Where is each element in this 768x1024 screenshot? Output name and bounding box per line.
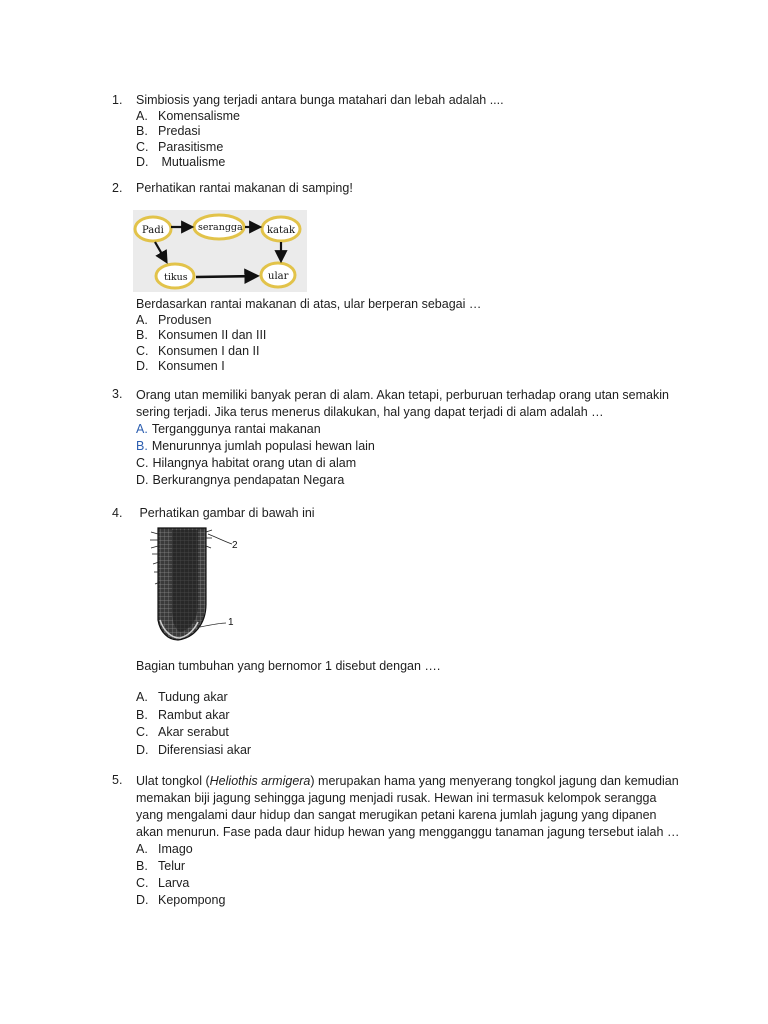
option-text: Rambut akar xyxy=(158,707,230,722)
option-letter: A. xyxy=(136,108,148,123)
option-text: Parasitisme xyxy=(158,139,224,154)
option-text: Larva xyxy=(158,876,190,890)
node-katak-label: katak xyxy=(267,225,296,236)
food-chain-diagram xyxy=(133,210,307,292)
option-letter: B. xyxy=(136,124,148,138)
option-letter: A. xyxy=(136,422,148,436)
option-text: Imago xyxy=(158,842,193,856)
question-text: Perhatikan rantai makanan di samping! xyxy=(136,181,353,195)
option-letter: C. xyxy=(136,725,149,739)
option-text: Hilangnya habitat orang utan di alam xyxy=(152,456,357,470)
option-text: Tudung akar xyxy=(158,690,228,704)
option-a xyxy=(136,421,682,438)
option-letter: D. xyxy=(136,742,149,757)
option-letter: A. xyxy=(136,842,148,856)
option-letter: A. xyxy=(136,312,148,327)
option-d xyxy=(136,155,682,171)
option-letter: D. xyxy=(136,359,149,373)
option-c xyxy=(136,140,682,156)
option-c xyxy=(136,344,682,360)
option-text: Telur xyxy=(158,859,186,873)
option-c xyxy=(136,875,682,892)
option-letter: D. xyxy=(136,155,149,169)
option-c xyxy=(136,455,682,472)
option-letter: B. xyxy=(136,859,148,873)
option-text: Diferensiasi akar xyxy=(158,742,252,757)
option-text: Mutualisme xyxy=(158,155,226,169)
question-text: Perhatikan gambar di bawah ini xyxy=(136,506,315,520)
question-text: Simbiosis yang terjadi antara bunga matahari dan lebah adalah .... xyxy=(136,93,504,107)
question-3 xyxy=(112,387,682,489)
question-2-body xyxy=(112,297,682,375)
question-number: 3. xyxy=(112,387,123,401)
node-tikus-label: tikus xyxy=(164,272,188,283)
option-a xyxy=(136,313,682,329)
option-d xyxy=(136,892,682,909)
node-serangga-label: serangga xyxy=(198,222,243,233)
option-letter: B. xyxy=(136,439,148,453)
option-b xyxy=(136,328,682,344)
question-text: Orang utan memiliki banyak peran di alam. Akan tetapi, perburuan terhadap orang utan semakin sering terjadi. Jika terus menerus dilakukan, hal yang dapat terjadi di alam adalah … xyxy=(136,388,669,419)
option-text: Komensalisme xyxy=(158,108,240,123)
option-b xyxy=(136,707,682,725)
option-d xyxy=(136,359,682,375)
figure-label-1: 1 xyxy=(228,617,234,628)
option-a xyxy=(136,109,682,125)
option-d xyxy=(136,742,682,760)
species-name: Heliothis armigera xyxy=(209,774,311,788)
root-tip-figure xyxy=(148,524,248,644)
option-text: Menurunnya jumlah populasi hewan lain xyxy=(151,439,375,453)
question-text-before: Ulat tongkol ( xyxy=(136,774,210,788)
option-text: Akar serabut xyxy=(158,725,229,739)
option-text: Predasi xyxy=(158,124,201,138)
node-padi-label: Padi xyxy=(142,225,164,236)
option-b xyxy=(136,438,682,455)
option-a xyxy=(136,841,682,858)
option-a xyxy=(136,689,682,707)
question-subtext: Bagian tumbuhan yang bernomor 1 disebut dengan …. xyxy=(136,659,441,673)
option-d xyxy=(136,472,682,489)
question-5 xyxy=(112,773,682,909)
option-text: Konsumen I dan II xyxy=(158,343,260,358)
option-letter: D. xyxy=(136,893,149,907)
option-letter: C. xyxy=(136,456,149,470)
option-text: Terganggunya rantai makanan xyxy=(151,422,321,436)
option-letter: C. xyxy=(136,139,149,154)
question-4 xyxy=(112,506,682,522)
option-text: Konsumen I xyxy=(158,359,225,373)
option-letter: D. xyxy=(136,473,149,487)
question-4-body xyxy=(112,659,682,675)
option-text: Berkurangnya pendapatan Negara xyxy=(152,473,345,487)
option-text: Konsumen II dan III xyxy=(158,328,267,342)
option-letter: A. xyxy=(136,690,148,704)
option-b xyxy=(136,124,682,140)
question-number: 4. xyxy=(112,506,123,520)
question-number: 5. xyxy=(112,773,123,787)
question-1 xyxy=(112,93,682,171)
question-text-after: ) merupakan hama yang menyerang tongkol jagung dan kemudian memakan biji jagung sehingga jagung menjadi rusak. Hewan ini termasuk kelompok serangga yang mengalami daur hidup dan sangat merugikan petani karena jumlah jagung yang dipanen akan menurun. Fase pada daur hidup hewan yang mengganggu tanaman jagung tersebut ialah … xyxy=(136,774,680,839)
option-letter: C. xyxy=(136,343,149,358)
option-b xyxy=(136,858,682,875)
option-c xyxy=(136,724,682,742)
question-number: 1. xyxy=(112,93,123,107)
node-ular-label: ular xyxy=(268,271,289,282)
option-letter: C. xyxy=(136,876,149,890)
question-4-options xyxy=(112,689,682,759)
question-2 xyxy=(112,181,682,197)
option-letter: B. xyxy=(136,328,148,342)
question-subtext: Berdasarkan rantai makanan di atas, ular berperan sebagai … xyxy=(136,297,482,311)
option-letter: B. xyxy=(136,707,148,722)
question-number: 2. xyxy=(112,181,123,195)
figure-label-2: 2 xyxy=(232,540,238,551)
question-text xyxy=(136,773,682,841)
option-text: Kepompong xyxy=(158,893,226,907)
option-text: Produsen xyxy=(158,312,212,327)
